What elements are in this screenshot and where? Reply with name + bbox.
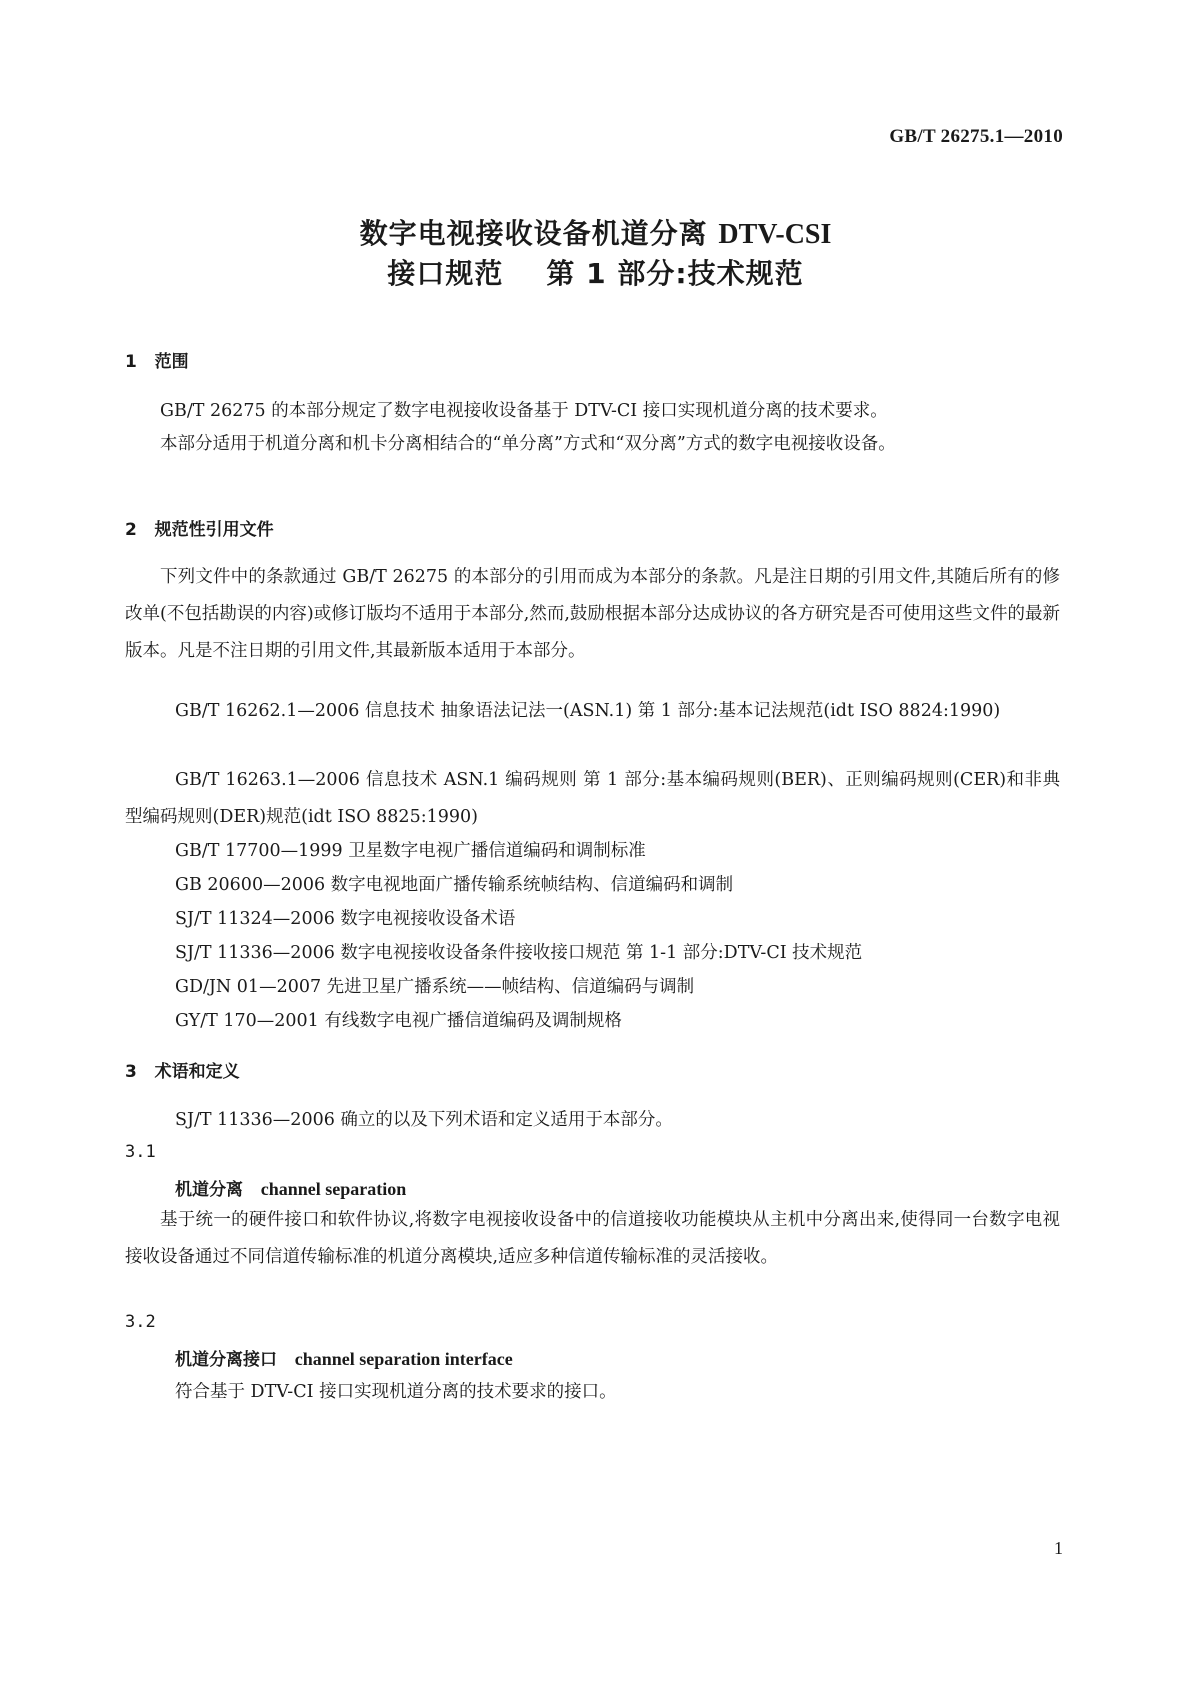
section-3-intro: SJ/T 11336—2006 确立的以及下列术语和定义适用于本部分。	[175, 1110, 673, 1130]
term-title	[175, 1175, 406, 1200]
reference-item: GB/T 16262.1—2006 信息技术 抽象语法记法一(ASN.1) 第 1 部分:基本记法规范(idt ISO 8824:1990)	[175, 701, 1001, 721]
term-definition: 符合基于 DTV-CI 接口实现机道分离的技术要求的接口。	[175, 1382, 617, 1402]
section-1-paragraph-1: GB/T 26275 的本部分规定了数字电视接收设备基于 DTV-CI 接口实现机道分离的技术要求。	[160, 401, 888, 421]
reference-item: GY/T 170—2001 有线数字电视广播信道编码及调制规格	[175, 1011, 622, 1031]
term-number: 3.2	[125, 1312, 156, 1332]
section-1-paragraph-2: 本部分适用于机道分离和机卡分离相结合的“单分离”方式和“双分离”方式的数字电视接收设备。	[160, 434, 896, 454]
reference-item: SJ/T 11324—2006 数字电视接收设备术语	[175, 909, 516, 929]
term-number: 3.1	[125, 1142, 156, 1162]
term-name-en: channel separation interface	[294, 1349, 513, 1369]
section-2-paragraph: 下列文件中的条款通过 GB/T 26275 的本部分的引用而成为本部分的条款。凡是注日期的引用文件,其随后所有的修改单(不包括勘误的内容)或修订版均不适用于本部分,然而,鼓励根据本部分达成协议的各方研究是否可使用这些文件的最新版本。凡是不注日期的引用文件,其最新版本适用于本部分。	[125, 567, 1060, 661]
term-name-cn: 机道分离接口	[175, 1350, 277, 1370]
section-1-heading: 1 范围	[125, 352, 189, 372]
document-title-line2: 接口规范 第 1 部分:技术规范	[387, 257, 804, 290]
document-title-line1	[0, 212, 1191, 252]
section-2-heading: 2 规范性引用文件	[125, 520, 274, 540]
title-latin: DTV-CSI	[718, 219, 832, 250]
reference-item: GB/T 16263.1—2006 信息技术 ASN.1 编码规则 第 1 部分:基本编码规则(BER)、正则编码规则(CER)和非典型编码规则(DER)规范(idt ISO 8825:1990)	[125, 770, 1060, 827]
standard-code: GB/T 26275.1—2010	[889, 126, 1063, 147]
term-name-cn: 机道分离	[175, 1180, 243, 1200]
term-title	[175, 1345, 513, 1370]
reference-item: GB/T 17700—1999 卫星数字电视广播信道编码和调制标准	[175, 841, 646, 861]
reference-item: SJ/T 11336—2006 数字电视接收设备条件接收接口规范 第 1-1 部分:DTV-CI 技术规范	[175, 943, 863, 963]
section-3-heading: 3 术语和定义	[125, 1062, 240, 1082]
page-number: 1	[1054, 1538, 1063, 1558]
term-name-en: channel separation	[260, 1179, 407, 1199]
reference-item: GD/JN 01—2007 先进卫星广播系统——帧结构、信道编码与调制	[175, 977, 695, 997]
reference-item: GB 20600—2006 数字电视地面广播传输系统帧结构、信道编码和调制	[175, 875, 734, 895]
title-cn: 数字电视接收设备机道分离	[359, 217, 708, 250]
term-definition: 基于统一的硬件接口和软件协议,将数字电视接收设备中的信道接收功能模块从主机中分离出来,使得同一台数字电视接收设备通过不同信道传输标准的机道分离模块,适应多种信道传输标准的灵活接收。	[125, 1210, 1060, 1267]
